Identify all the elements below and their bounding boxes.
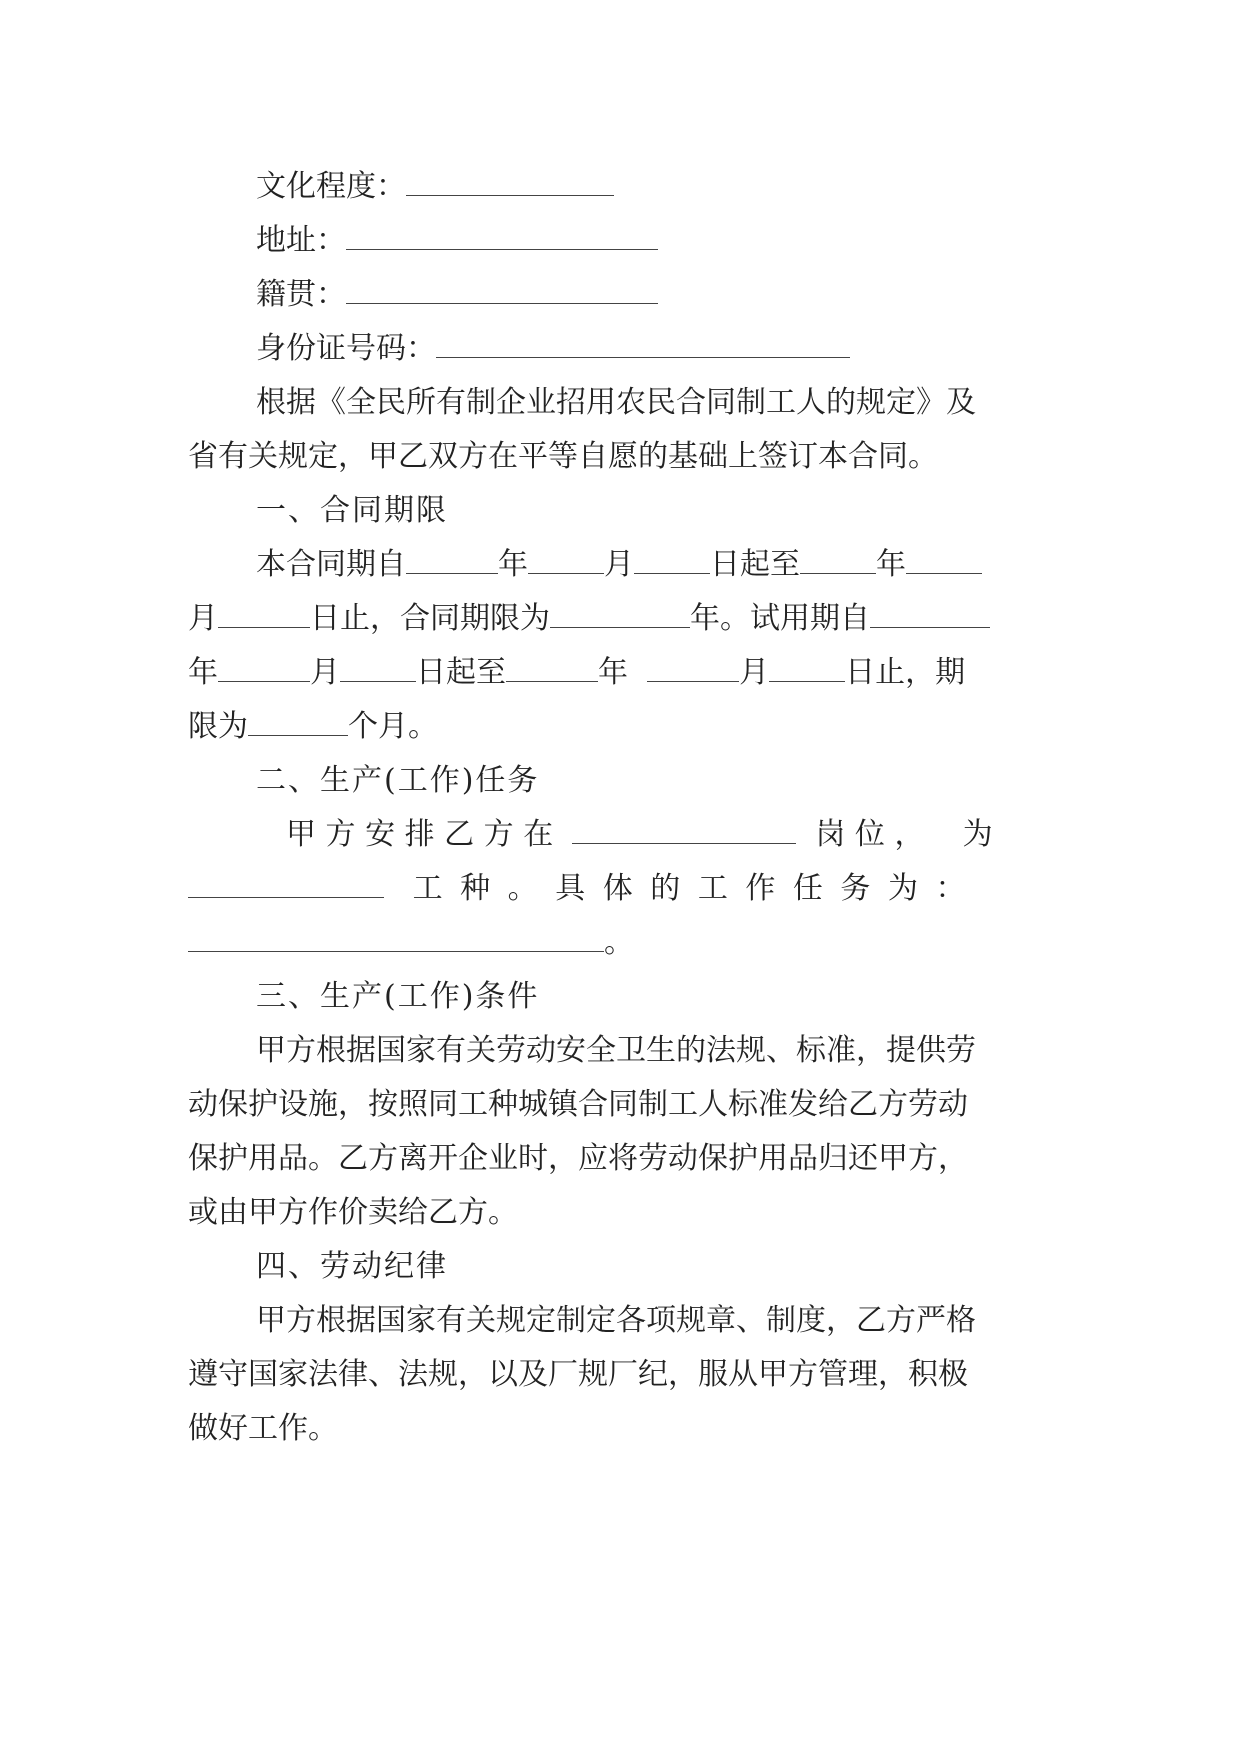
term-text: 日止，期 [845, 655, 966, 690]
term-text: 年 [498, 547, 528, 582]
section-4-heading: 四、劳动纪律 [256, 1249, 448, 1284]
address-field [256, 212, 1126, 270]
task-text: 为 [962, 817, 993, 852]
term-text: 月 [604, 547, 634, 582]
condition-line-4: 或由甲方作价卖给乙方。 [188, 1195, 518, 1230]
term-blank [550, 599, 690, 628]
term-text: 年 [876, 547, 906, 582]
condition-line-3: 保护用品。乙方离开企业时，应将劳动保护用品归还甲方， [188, 1141, 968, 1176]
condition-line-2: 动保护设施，按照同工种城镇合同制工人标准发给乙方劳动 [188, 1087, 968, 1122]
native-place-blank [346, 275, 658, 304]
id-number-field [256, 320, 1126, 378]
term-text: 日起至 [710, 547, 800, 582]
condition-line-1: 甲方根据国家有关劳动安全卫生的法规、标准，提供劳 [256, 1033, 976, 1068]
native-place-field [256, 266, 1126, 324]
term-blank [218, 599, 310, 628]
term-text: 日起至 [416, 655, 506, 690]
term-blank [800, 545, 876, 574]
task-line-2 [188, 860, 1058, 918]
term-blank [870, 599, 990, 628]
task-line-3 [188, 914, 1058, 972]
address-blank [346, 221, 658, 250]
section-3-heading: 三、生产(工作)条件 [256, 979, 540, 1014]
term-text: 年 [188, 655, 218, 690]
post-blank [572, 815, 796, 844]
term-blank [248, 707, 348, 736]
address-label: 地址： [256, 223, 346, 258]
term-blank [218, 653, 310, 682]
term-text: 月 [188, 601, 218, 636]
term-text: 年。试用期自 [690, 601, 870, 636]
term-text: 个月。 [348, 709, 438, 744]
section-1-heading: 一、合同期限 [256, 493, 448, 528]
id-number-label: 身份证号码： [256, 331, 436, 366]
term-text: 本合同期自 [256, 547, 406, 582]
education-label: 文化程度： [256, 169, 406, 204]
term-text: 限为 [188, 709, 248, 744]
task-text: 。 [604, 925, 634, 960]
discipline-line-2: 遵守国家法律、法规，以及厂规厂纪，服从甲方管理，积极 [188, 1357, 968, 1392]
term-blank [528, 545, 604, 574]
term-blank [634, 545, 710, 574]
term-line-4 [188, 698, 1058, 756]
preamble-line-2: 省有关规定，甲乙双方在平等自愿的基础上签订本合同。 [188, 439, 938, 474]
native-place-label: 籍贯： [256, 277, 346, 312]
preamble-line-1: 根据《全民所有制企业招用农民合同制工人的规定》及 [256, 385, 976, 420]
term-text: 月 [310, 655, 340, 690]
term-line-1 [256, 536, 1058, 594]
discipline-line-1: 甲方根据国家有关规定制定各项规章、制度，乙方严格 [256, 1303, 976, 1338]
task-text: 岗 位 ， [815, 817, 925, 852]
task-detail-blank [188, 923, 604, 952]
term-blank [406, 545, 498, 574]
task-line-1 [286, 806, 1058, 864]
term-blank [340, 653, 416, 682]
term-line-2 [188, 590, 1058, 648]
education-blank [406, 167, 614, 196]
task-text: 甲 方 安 排 乙 方 在 [286, 817, 554, 852]
term-text: 日止，合同期限为 [310, 601, 550, 636]
discipline-line-3: 做好工作。 [188, 1411, 338, 1446]
job-type-blank [188, 869, 384, 898]
term-text: 月 [739, 655, 770, 690]
term-blank [906, 545, 982, 574]
term-blank [506, 653, 598, 682]
term-blank [647, 653, 739, 682]
term-blank [769, 653, 845, 682]
term-line-3 [188, 644, 1058, 702]
task-text: 工 种 。 具 体 的 工 作 任 务 为 ： [412, 871, 970, 906]
id-number-blank [436, 329, 850, 358]
education-field [256, 158, 1126, 216]
section-2-heading: 二、生产(工作)任务 [256, 763, 540, 798]
term-text: 年 [598, 655, 628, 690]
